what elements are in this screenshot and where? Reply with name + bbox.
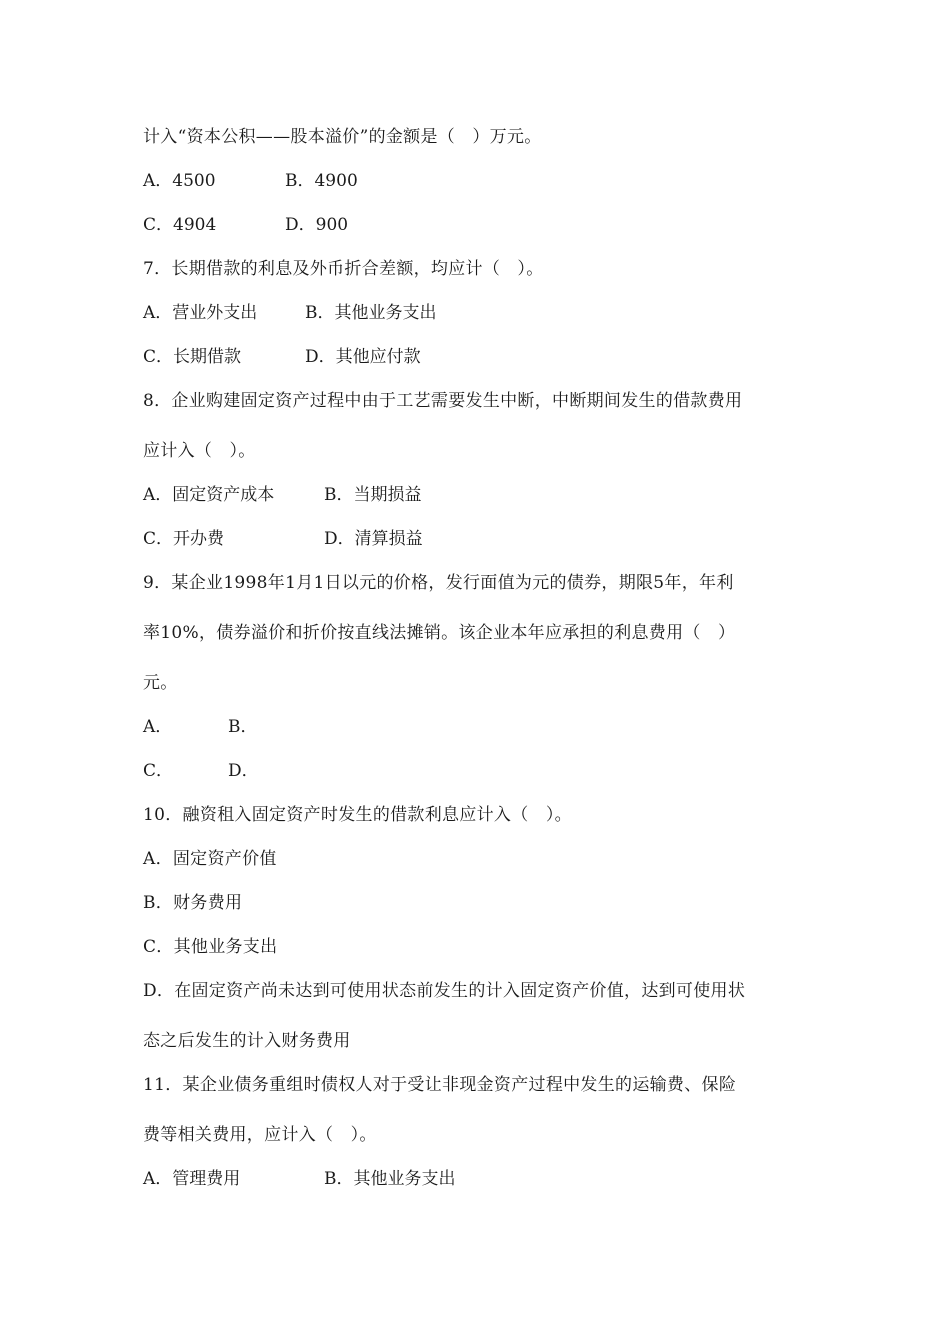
- options-row-q8-ab: [143, 484, 422, 506]
- options-row-q9-cd: [143, 760, 259, 782]
- option-c: C．其他业务支出: [143, 937, 278, 957]
- text-line-q6-tail: 计入“资本公积——股本溢价”的金额是（ ）万元。: [143, 127, 542, 147]
- option-b: B．当期损益: [324, 485, 422, 505]
- option-a: A．4500: [143, 171, 216, 191]
- options-row-q8-cd: [143, 528, 423, 550]
- option-b: B．其他业务支出: [305, 303, 437, 323]
- option-a: A．固定资产价值: [143, 849, 277, 869]
- question-7: 7．长期借款的利息及外币折合差额，均应计（ ）。: [143, 259, 544, 279]
- options-row-q6-cd: [143, 214, 349, 236]
- options-row-q7-cd: [143, 346, 421, 368]
- question-8-cont: 应计入（ ）。: [143, 441, 256, 461]
- options-row-q6-ab: [143, 170, 358, 192]
- options-row-q9-ab: [143, 716, 258, 738]
- question-9-cont: 率10%，债券溢价和折价按直线法摊销。该企业本年应承担的利息费用（ ）: [143, 623, 736, 643]
- option-b: B．4900: [285, 171, 358, 191]
- option-d: D．: [228, 761, 259, 781]
- option-b: B．财务费用: [143, 893, 243, 913]
- question-11: 11．某企业债务重组时债权人对于受让非现金资产过程中发生的运输费、保险: [143, 1075, 737, 1095]
- option-c: C．4904: [143, 215, 217, 235]
- options-row-q7-ab: [143, 302, 437, 324]
- option-d: D．900: [285, 215, 349, 235]
- option-d: D．清算损益: [324, 529, 423, 549]
- option-d: D．在固定资产尚未达到可使用状态前发生的计入固定资产价值，达到可使用状: [143, 981, 746, 1001]
- option-c: C．长期借款: [143, 347, 242, 367]
- question-8: 8．企业购建固定资产过程中由于工艺需要发生中断，中断期间发生的借款费用: [143, 391, 743, 411]
- option-a: A．管理费用: [143, 1169, 241, 1189]
- question-11-cont: 费等相关费用，应计入（ ）。: [143, 1125, 377, 1145]
- option-a: A．营业外支出: [143, 303, 258, 323]
- option-d-cont: 态之后发生的计入财务费用: [143, 1031, 351, 1051]
- options-row-q11-ab: [143, 1168, 456, 1190]
- option-c: C．: [143, 761, 174, 781]
- option-d: D．其他应付款: [305, 347, 421, 367]
- option-c: C．开办费: [143, 529, 225, 549]
- question-9: 9．某企业1998年1月1日以元的价格，发行面值为元的债券，期限5年，年利: [143, 573, 734, 593]
- option-a: A．: [143, 717, 173, 737]
- option-b: B．: [228, 717, 258, 737]
- option-a: A．固定资产成本: [143, 485, 275, 505]
- question-10: 10．融资租入固定资产时发生的借款利息应计入（ ）。: [143, 805, 572, 825]
- question-9-end: 元。: [143, 673, 178, 693]
- option-b: B．其他业务支出: [324, 1169, 456, 1189]
